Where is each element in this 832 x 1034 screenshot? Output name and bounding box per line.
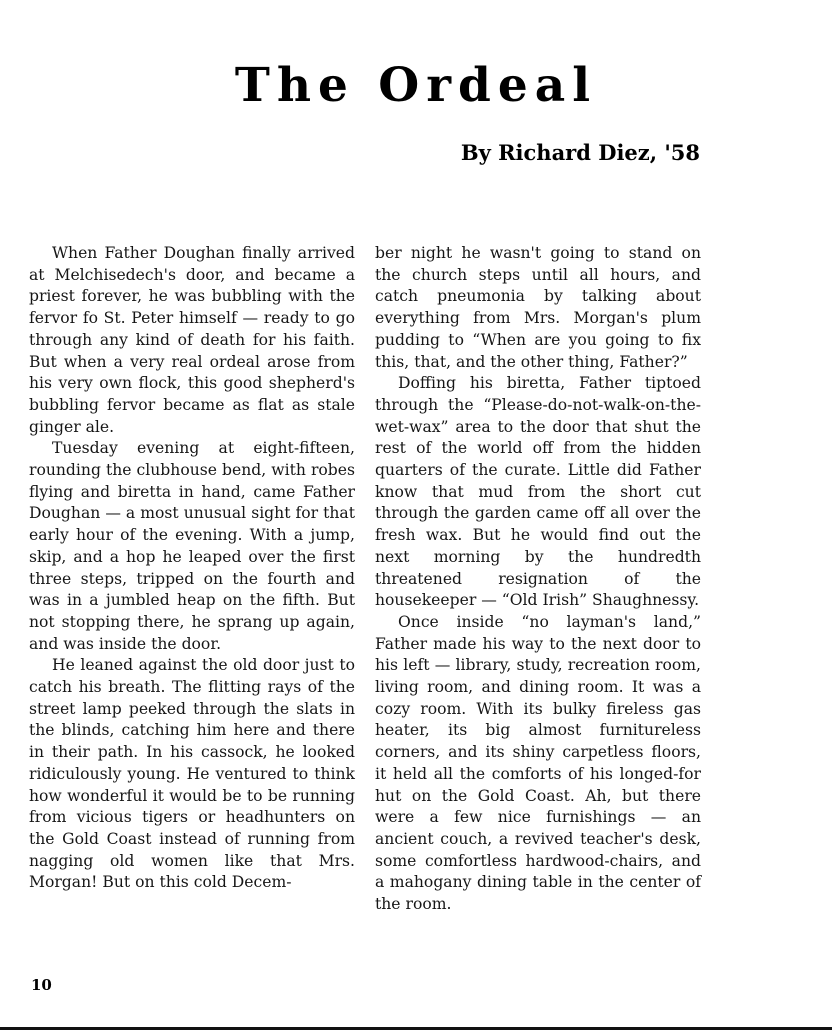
paragraph: ber night he wasn't going to stand on the church steps until all hours, and catch pneumonia by talking about everything from Mrs. Morgan's plum pudding to “When are you going to fix this, that, and the other thing, Father?” bbox=[375, 244, 701, 371]
paragraph: Tuesday evening at eight-fifteen, rounding the clubhouse bend, with robes flying and biretta in hand, came Father Doughan — a most unusual sight for that early hour of the evening. With a jump, skip, and a hop he leaped over the first three steps, tripped on the fourth and was in a jumbled heap on the fifth. But not stopping there, he sprang up again, and was inside the door. bbox=[29, 439, 355, 653]
page-number: 10 bbox=[31, 976, 52, 994]
paragraph: Once inside “no layman's land,” Father made his way to the next door to his left — library, study, recreation room, living room, and dining room. It was a cozy room. With its bulky fireless gas heater, its big almost furnitureless corners, and its shiny carpetless floors, it held all the comforts of his longed-for hut on the Gold Coast. Ah, but there were a few nice furnishings — an ancient couch, a revived teacher's desk, some comfortless hardwood-chairs, and a mahogany dining table in the center of the room. bbox=[375, 612, 701, 914]
paragraph: When Father Doughan finally arrived at Melchisedech's door, and became a priest forever, he was bubbling with the fervor fo St. Peter himself — ready to go through any kind of death for his faith. But when a very real ordeal arose from his very own flock, this good shepherd's bubbling fervor became as flat as stale ginger ale. bbox=[29, 244, 355, 436]
article-byline: By Richard Diez, '58 bbox=[460, 140, 700, 165]
paragraph: Doffing his biretta, Father tiptoed through the “Please-do-not-walk-on-the-wet-wax” area to the door that shut the rest of the world off from the hidden quarters of the curate. Little did Father know that mud from the short cut through the garden came off all over the fresh wax. But he would find out the next morning by the hundredth threatened resignation of the housekeeper — “Old Irish” Shaughnessy. bbox=[375, 374, 701, 610]
text-column-left bbox=[29, 243, 355, 894]
paragraph: He leaned against the old door just to catch his breath. The flitting rays of the street lamp peeked through the slats in the blinds, catching him here and there in their path. In his cassock, he looked ridiculously young. He ventured to think how wonderful it would be to be running from vicious tigers or headhunters on the Gold Coast instead of running from nagging old women like that Mrs. Morgan! But on this cold Decem- bbox=[29, 656, 355, 892]
text-column-right bbox=[375, 243, 701, 916]
bottom-rule bbox=[0, 1027, 832, 1030]
article-title: The Ordeal bbox=[234, 58, 598, 113]
